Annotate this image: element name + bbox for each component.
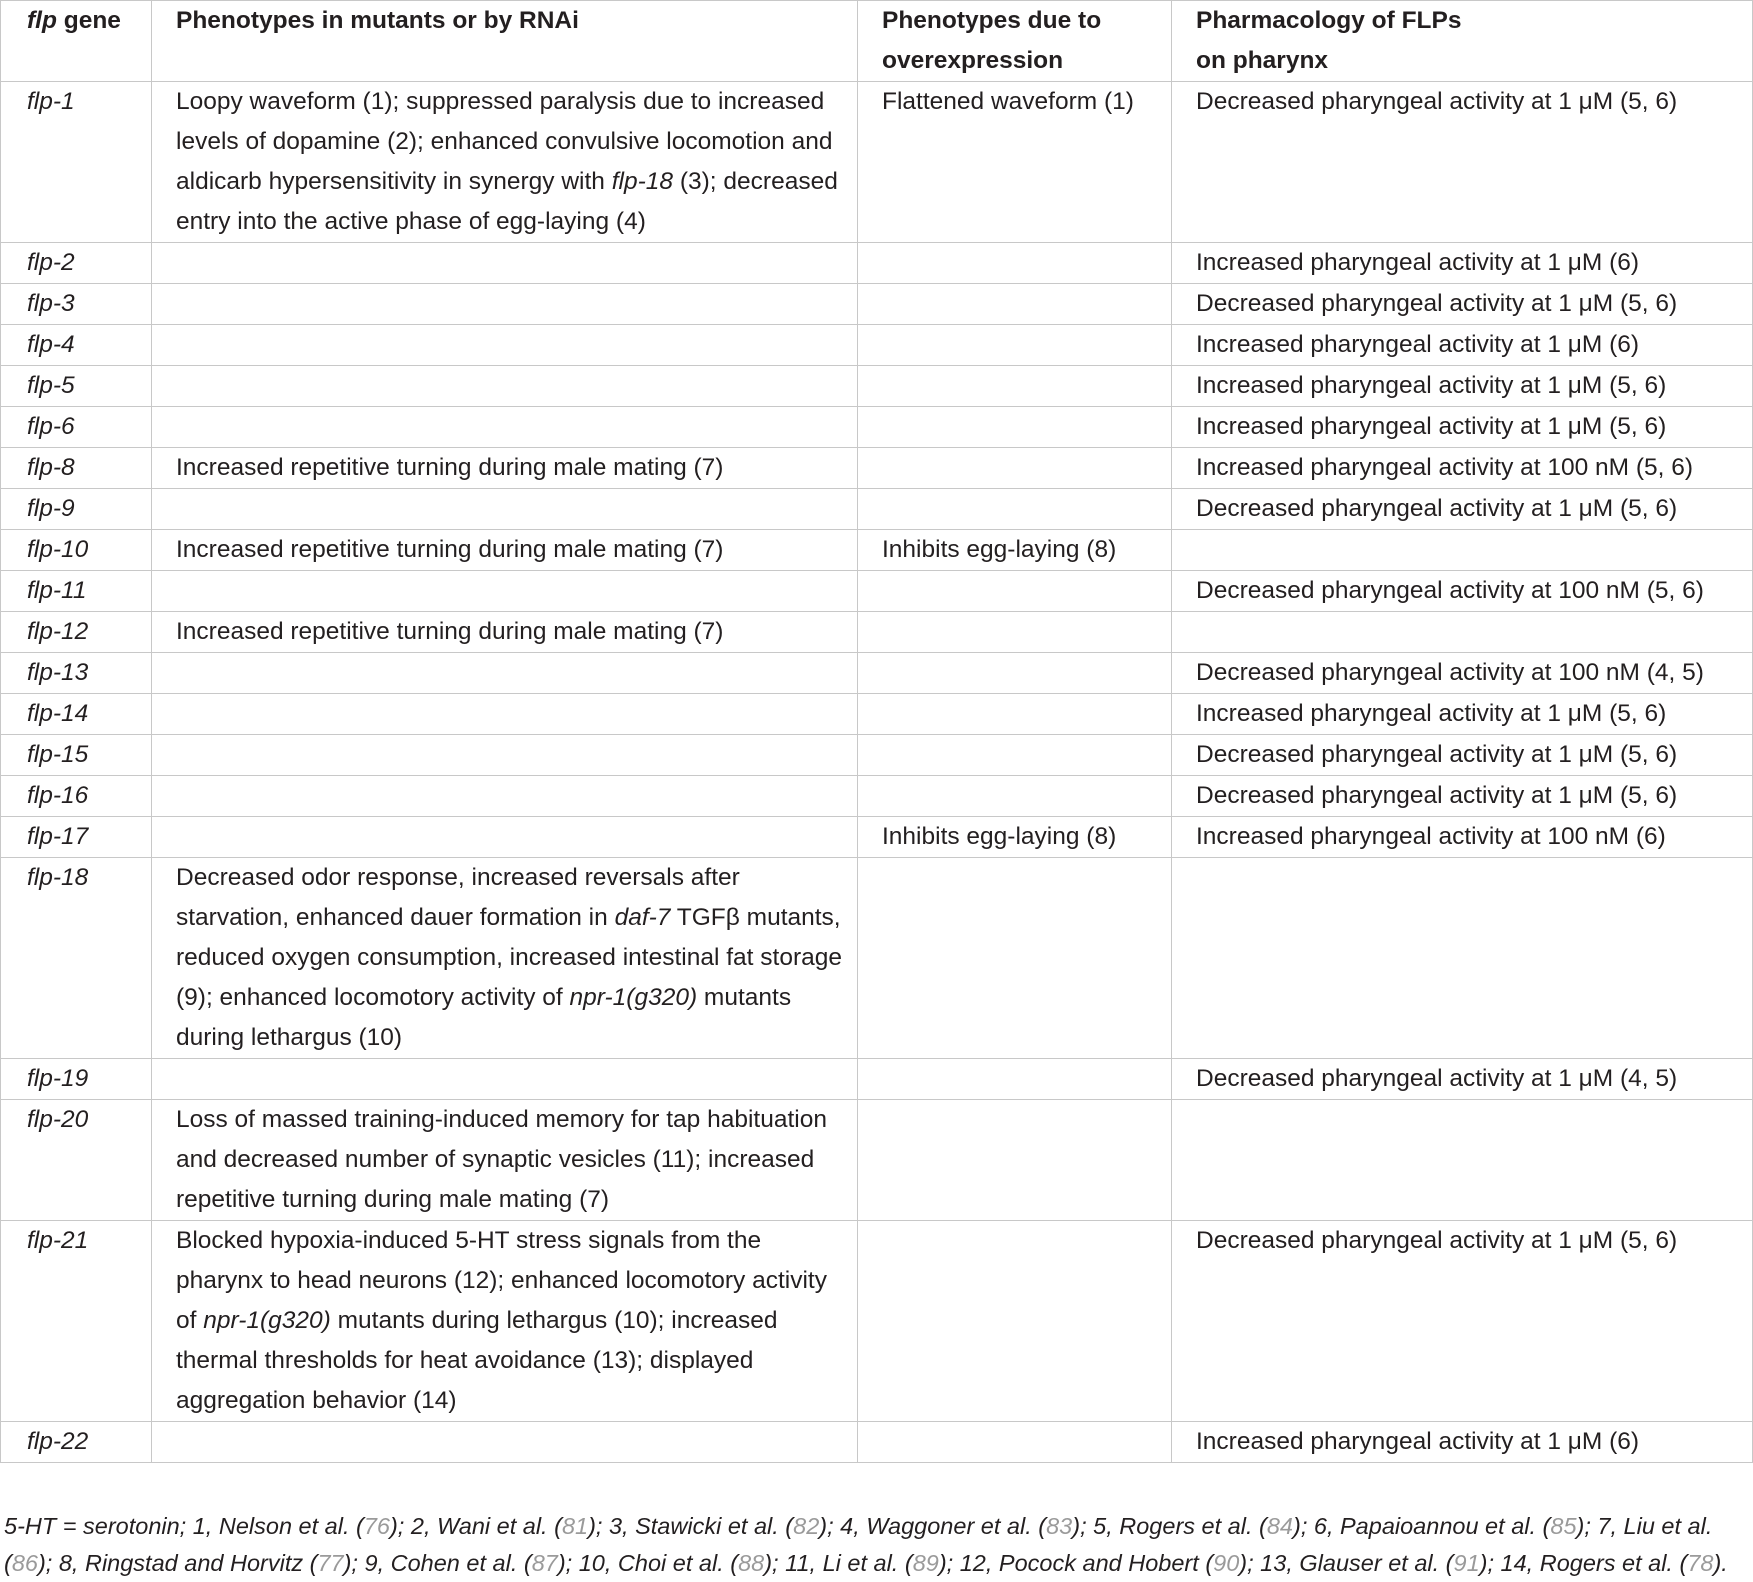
gene-cell: flp-3 bbox=[1, 284, 152, 325]
table-row bbox=[1, 1221, 1753, 1422]
table-row bbox=[1, 448, 1753, 489]
footnote-text: ); 4, Waggoner et al. ( bbox=[819, 1513, 1047, 1539]
header-gene: flp gene bbox=[1, 1, 152, 82]
footnote-text: ); 7, Liu et al. bbox=[1576, 1513, 1713, 1539]
pharmacology-cell: Decreased pharyngeal activity at 100 nM (5, 6) bbox=[1172, 571, 1753, 612]
footnote-text: ); 5, Rogers et al. ( bbox=[1072, 1513, 1267, 1539]
overexpression-cell: Inhibits egg-laying (8) bbox=[858, 530, 1172, 571]
phenotype-text: TGFβ mutants, reduced oxygen consumption, increased intestinal fat storage (9); enhanced locomotory activity of bbox=[176, 904, 842, 1011]
mutant-phenotype-cell bbox=[152, 489, 858, 530]
mutant-phenotype-cell bbox=[152, 735, 858, 776]
pharmacology-cell: Increased pharyngeal activity at 1 μM (5, 6) bbox=[1172, 407, 1753, 448]
pharmacology-cell: Decreased pharyngeal activity at 1 μM (5, 6) bbox=[1172, 1221, 1753, 1422]
table-row bbox=[1, 82, 1753, 243]
table-row bbox=[1, 776, 1753, 817]
reference-link[interactable]: 89 bbox=[912, 1550, 939, 1576]
pharmacology-cell: Increased pharyngeal activity at 100 nM (6) bbox=[1172, 817, 1753, 858]
overexpression-cell bbox=[858, 243, 1172, 284]
gene-cell: flp-4 bbox=[1, 325, 152, 366]
table-row bbox=[1, 1100, 1753, 1221]
mutant-phenotype-cell bbox=[152, 1221, 858, 1422]
overexpression-cell bbox=[858, 653, 1172, 694]
gene-name-italic: npr-1(g320) bbox=[203, 1307, 331, 1334]
gene-name-italic: daf-7 bbox=[614, 904, 671, 931]
reference-link[interactable]: 88 bbox=[738, 1550, 765, 1576]
overexpression-cell bbox=[858, 776, 1172, 817]
overexpression-cell bbox=[858, 694, 1172, 735]
phenotype-text: Blocked hypoxia-induced 5-HT stress signals from the pharynx to head neurons (12); enhanced locomotory activity of bbox=[176, 1227, 827, 1334]
reference-link[interactable]: 77 bbox=[317, 1550, 344, 1576]
gene-cell: flp-17 bbox=[1, 817, 152, 858]
pharmacology-cell bbox=[1172, 1100, 1753, 1221]
mutant-phenotype-cell bbox=[152, 1422, 858, 1463]
footnote-text: ); 10, Choi et al. ( bbox=[557, 1550, 739, 1576]
footnote-text: ); 13, Glauser et al. ( bbox=[1239, 1550, 1454, 1576]
mutant-phenotype-cell bbox=[152, 448, 858, 489]
footnote-text: ); 12, Pocock and Hobert ( bbox=[938, 1550, 1214, 1576]
pharmacology-cell: Decreased pharyngeal activity at 1 μM (5, 6) bbox=[1172, 82, 1753, 243]
overexpression-cell: Flattened waveform (1) bbox=[858, 82, 1172, 243]
mutant-phenotype-cell bbox=[152, 776, 858, 817]
gene-cell: flp-13 bbox=[1, 653, 152, 694]
reference-link[interactable]: 85 bbox=[1550, 1513, 1577, 1539]
mutant-phenotype-cell bbox=[152, 571, 858, 612]
overexpression-cell bbox=[858, 489, 1172, 530]
footnote-line bbox=[4, 1508, 1749, 1545]
pharmacology-cell bbox=[1172, 530, 1753, 571]
reference-link[interactable]: 76 bbox=[363, 1513, 390, 1539]
table-row bbox=[1, 571, 1753, 612]
footnote-text: ( bbox=[4, 1550, 12, 1576]
footnote-line bbox=[4, 1545, 1749, 1582]
gene-cell: flp-16 bbox=[1, 776, 152, 817]
footnote-text: ); 9, Cohen et al. ( bbox=[343, 1550, 532, 1576]
footnote-text: ); 3, Stawicki et al. ( bbox=[588, 1513, 794, 1539]
table-row bbox=[1, 653, 1753, 694]
table-header-row bbox=[1, 1, 1753, 82]
pharmacology-cell: Increased pharyngeal activity at 1 μM (5, 6) bbox=[1172, 366, 1753, 407]
table-row bbox=[1, 325, 1753, 366]
pharmacology-cell: Decreased pharyngeal activity at 1 μM (5, 6) bbox=[1172, 735, 1753, 776]
table-row bbox=[1, 612, 1753, 653]
table-row bbox=[1, 858, 1753, 1059]
phenotype-text: (3); decreased entry into the active phase of egg-laying (4) bbox=[176, 168, 838, 235]
header-pharmacology: Pharmacology of FLPs on pharynx bbox=[1172, 1, 1753, 82]
reference-link[interactable]: 82 bbox=[793, 1513, 820, 1539]
pharmacology-cell: Decreased pharyngeal activity at 1 μM (5, 6) bbox=[1172, 776, 1753, 817]
overexpression-cell bbox=[858, 325, 1172, 366]
table-body bbox=[1, 82, 1753, 1463]
pharmacology-cell: Decreased pharyngeal activity at 1 μM (5, 6) bbox=[1172, 489, 1753, 530]
reference-link[interactable]: 86 bbox=[11, 1550, 38, 1576]
mutant-phenotype-cell bbox=[152, 284, 858, 325]
gene-cell: flp-12 bbox=[1, 612, 152, 653]
gene-cell: flp-2 bbox=[1, 243, 152, 284]
gene-cell: flp-5 bbox=[1, 366, 152, 407]
gene-cell: flp-11 bbox=[1, 571, 152, 612]
gene-cell: flp-18 bbox=[1, 858, 152, 1059]
table-footnote bbox=[4, 1508, 1749, 1582]
phenotype-text: Increased repetitive turning during male mating (7) bbox=[176, 618, 724, 645]
table-row bbox=[1, 407, 1753, 448]
mutant-phenotype-cell bbox=[152, 694, 858, 735]
gene-cell: flp-14 bbox=[1, 694, 152, 735]
footnote-text: ). bbox=[1713, 1550, 1728, 1576]
table-row bbox=[1, 694, 1753, 735]
table-row bbox=[1, 817, 1753, 858]
table-row bbox=[1, 243, 1753, 284]
header-overexpression: Phenotypes due to overexpression bbox=[858, 1, 1172, 82]
overexpression-cell bbox=[858, 612, 1172, 653]
gene-cell: flp-8 bbox=[1, 448, 152, 489]
footnote-text: ); 14, Rogers et al. ( bbox=[1479, 1550, 1688, 1576]
pharmacology-cell: Increased pharyngeal activity at 1 μM (6) bbox=[1172, 325, 1753, 366]
overexpression-cell bbox=[858, 407, 1172, 448]
mutant-phenotype-cell bbox=[152, 407, 858, 448]
gene-name-italic: npr-1(g320) bbox=[569, 984, 698, 1011]
pharmacology-cell: Increased pharyngeal activity at 1 μM (6) bbox=[1172, 1422, 1753, 1463]
phenotype-text: mutants during lethargus (10); increased thermal thresholds for heat avoidance (13); displayed aggregation behavior (14) bbox=[176, 1307, 778, 1414]
gene-cell: flp-6 bbox=[1, 407, 152, 448]
overexpression-cell: Inhibits egg-laying (8) bbox=[858, 817, 1172, 858]
overexpression-cell bbox=[858, 284, 1172, 325]
reference-link[interactable]: 90 bbox=[1213, 1550, 1240, 1576]
table-row bbox=[1, 284, 1753, 325]
mutant-phenotype-cell bbox=[152, 325, 858, 366]
overexpression-cell bbox=[858, 1059, 1172, 1100]
mutant-phenotype-cell bbox=[152, 653, 858, 694]
mutant-phenotype-cell bbox=[152, 366, 858, 407]
table-row bbox=[1, 735, 1753, 776]
reference-link[interactable]: 87 bbox=[531, 1550, 558, 1576]
gene-cell: flp-1 bbox=[1, 82, 152, 243]
overexpression-cell bbox=[858, 858, 1172, 1059]
footnote-text: ); 2, Wani et al. ( bbox=[389, 1513, 562, 1539]
mutant-phenotype-cell bbox=[152, 243, 858, 284]
footnote-text: ); 6, Papaioannou et al. ( bbox=[1293, 1513, 1551, 1539]
gene-cell: flp-22 bbox=[1, 1422, 152, 1463]
gene-name-italic: flp-18 bbox=[611, 168, 674, 195]
pharmacology-cell: Increased pharyngeal activity at 1 μM (6) bbox=[1172, 243, 1753, 284]
table-row bbox=[1, 530, 1753, 571]
overexpression-cell bbox=[858, 448, 1172, 489]
phenotype-text: Decreased odor response, increased reversals after starvation, enhanced dauer formation in bbox=[176, 864, 740, 931]
pharmacology-cell bbox=[1172, 858, 1753, 1059]
gene-cell: flp-10 bbox=[1, 530, 152, 571]
mutant-phenotype-cell bbox=[152, 82, 858, 243]
reference-link[interactable]: 78 bbox=[1687, 1550, 1714, 1576]
pharmacology-cell bbox=[1172, 612, 1753, 653]
gene-cell: flp-21 bbox=[1, 1221, 152, 1422]
phenotype-text: mutants during lethargus (10) bbox=[176, 984, 792, 1051]
footnote-text: ); 11, Li et al. ( bbox=[764, 1550, 913, 1576]
mutant-phenotype-cell bbox=[152, 530, 858, 571]
mutant-phenotype-cell bbox=[152, 1059, 858, 1100]
pharmacology-cell: Decreased pharyngeal activity at 100 nM (4, 5) bbox=[1172, 653, 1753, 694]
phenotype-text: Loopy waveform (1); suppressed paralysis due to increased levels of dopamine (2); enhanced convulsive locomotion and aldicarb hypersensitivity in synergy with bbox=[176, 88, 833, 195]
gene-cell: flp-19 bbox=[1, 1059, 152, 1100]
phenotype-text: Loss of massed training-induced memory for tap habituation and decreased number of synaptic vesicles (11); increased repetitive turning during male mating (7) bbox=[176, 1106, 827, 1213]
header-mutants: Phenotypes in mutants or by RNAi bbox=[152, 1, 858, 82]
gene-cell: flp-15 bbox=[1, 735, 152, 776]
overexpression-cell bbox=[858, 1100, 1172, 1221]
mutant-phenotype-cell bbox=[152, 1100, 858, 1221]
overexpression-cell bbox=[858, 1422, 1172, 1463]
reference-link[interactable]: 91 bbox=[1453, 1550, 1480, 1576]
gene-cell: flp-20 bbox=[1, 1100, 152, 1221]
overexpression-cell bbox=[858, 735, 1172, 776]
overexpression-cell bbox=[858, 366, 1172, 407]
overexpression-cell bbox=[858, 1221, 1172, 1422]
table-row bbox=[1, 489, 1753, 530]
mutant-phenotype-cell bbox=[152, 817, 858, 858]
reference-link[interactable]: 81 bbox=[561, 1513, 589, 1539]
pharmacology-cell: Increased pharyngeal activity at 100 nM (5, 6) bbox=[1172, 448, 1753, 489]
reference-link[interactable]: 83 bbox=[1046, 1513, 1073, 1539]
table-row bbox=[1, 366, 1753, 407]
footnote-text: ); 8, Ringstad and Horvitz ( bbox=[37, 1550, 318, 1576]
table-row bbox=[1, 1059, 1753, 1100]
mutant-phenotype-cell bbox=[152, 612, 858, 653]
table-row bbox=[1, 1422, 1753, 1463]
phenotype-text: Increased repetitive turning during male mating (7) bbox=[176, 454, 724, 481]
phenotype-text: Increased repetitive turning during male mating (7) bbox=[176, 536, 724, 563]
footnote-text: 5-HT = serotonin; 1, Nelson et al. ( bbox=[4, 1513, 364, 1539]
gene-cell: flp-9 bbox=[1, 489, 152, 530]
reference-link[interactable]: 84 bbox=[1266, 1513, 1293, 1539]
mutant-phenotype-cell bbox=[152, 858, 858, 1059]
pharmacology-cell: Increased pharyngeal activity at 1 μM (5, 6) bbox=[1172, 694, 1753, 735]
pharmacology-cell: Decreased pharyngeal activity at 1 μM (5, 6) bbox=[1172, 284, 1753, 325]
pharmacology-cell: Decreased pharyngeal activity at 1 μM (4, 5) bbox=[1172, 1059, 1753, 1100]
overexpression-cell bbox=[858, 571, 1172, 612]
